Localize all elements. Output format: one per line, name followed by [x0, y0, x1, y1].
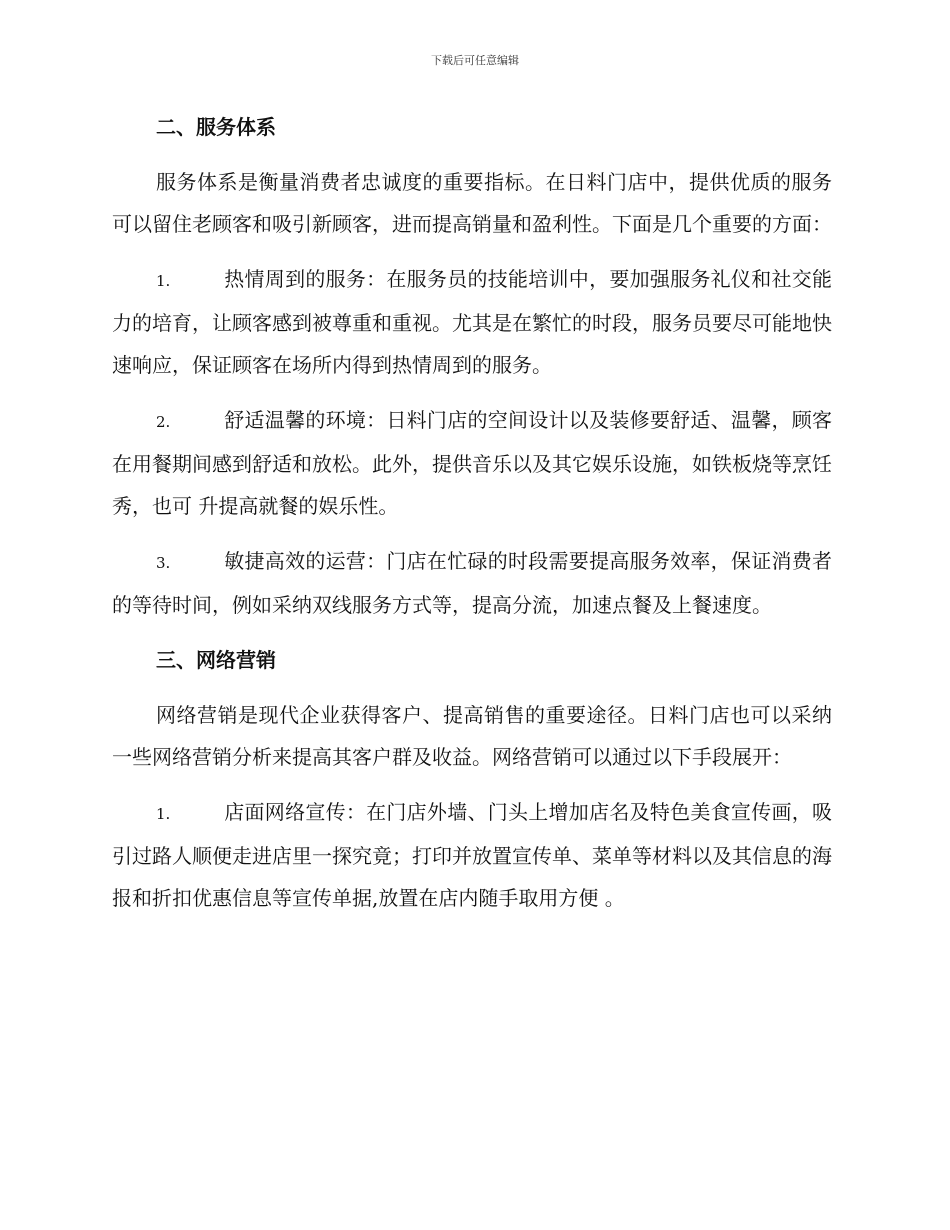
list-item	[112, 540, 832, 626]
list-number: 1.	[156, 805, 171, 823]
list-item-text: 敏捷高效的运营：门店在忙碌的时段需要提高服务效率，保证消费者的等待时间，例如采纳双线服务方式等，提高分流，加速点餐及上餐速度。	[112, 549, 832, 617]
list-number: 3.	[156, 554, 171, 572]
list-item	[112, 399, 832, 527]
list-number: 2.	[156, 413, 171, 431]
section-heading-online-marketing: 三、网络营销	[156, 648, 276, 672]
marketing-intro-paragraph: 网络营销是现代企业获得客户、提高销售的重要途径。日料门店也可以采纳一些网络营销分析来提高其客户群及收益。网络营销可以通过以下手段展开：	[112, 703, 832, 769]
list-item	[112, 791, 832, 919]
list-item-text: 店面网络宣传：在门店外墙、门头上增加店名及特色美食宣传画，吸引过路人顺便走进店里一探究竟；打印并放置宣传单、菜单等材料以及其信息的海报和折扣优惠信息等宣传单据,放置在店内随手取用方便 。	[112, 800, 832, 910]
list-item-text: 舒适温馨的环境：日料门店的空间设计以及装修要舒适、温馨，顾客在用餐期间感到舒适和放松。此外，提供音乐以及其它娱乐设施，如铁板烧等烹饪秀，也可 升提高就餐的娱乐性。	[112, 408, 832, 518]
service-intro-paragraph: 服务体系是衡量消费者忠诚度的重要指标。在日料门店中，提供优质的服务可以留住老顾客和吸引新顾客，进而提高销量和盈利性。下面是几个重要的方面：	[112, 170, 832, 236]
page-header: 下载后可任意编辑	[431, 54, 519, 67]
section-heading-service: 二、服务体系	[156, 115, 276, 139]
list-number: 1.	[156, 272, 171, 290]
document-body	[112, 106, 832, 919]
list-item	[112, 258, 832, 386]
list-item-text: 热情周到的服务：在服务员的技能培训中，要加强服务礼仪和社交能力的培育，让顾客感到被尊重和重视。尤其是在繁忙的时段，服务员要尽可能地快速响应，保证顾客在场所内得到热情周到的服务。	[112, 267, 832, 377]
